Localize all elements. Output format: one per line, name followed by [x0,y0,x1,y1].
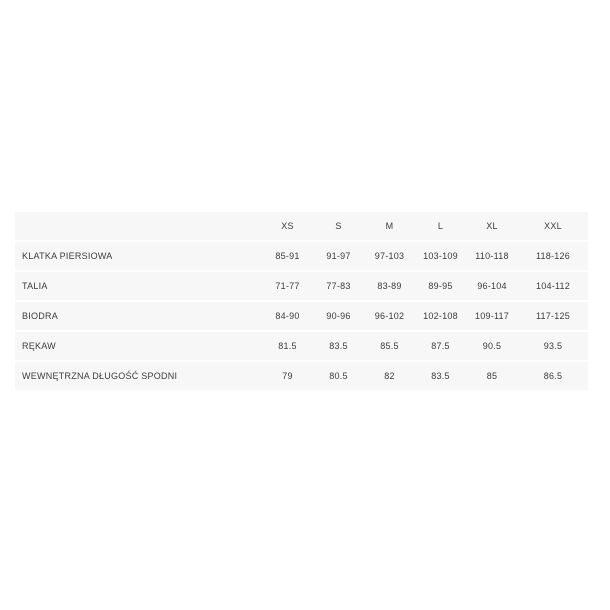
size-value-cell: 90-96 [313,302,364,330]
measurement-row-label: TALIA [15,272,262,300]
size-value-cell: 71-77 [262,272,313,300]
size-value-cell: 87.5 [415,332,466,360]
size-value-cell: 80.5 [313,362,364,390]
size-value-cell: 118-126 [518,242,588,270]
size-value-cell: 85-91 [262,242,313,270]
size-column-header-xs: XS [262,212,313,240]
size-column-header-xxl: XXL [518,212,588,240]
size-value-cell: 85 [466,362,518,390]
size-value-cell: 81.5 [262,332,313,360]
size-value-cell: 103-109 [415,242,466,270]
table-row-waist [15,272,588,300]
size-value-cell: 83.5 [313,332,364,360]
table-row-chest [15,242,588,270]
header-spacer-cell [15,212,262,240]
size-value-cell: 77-83 [313,272,364,300]
size-value-cell: 96-104 [466,272,518,300]
size-value-cell: 109-117 [466,302,518,330]
size-column-header-s: S [313,212,364,240]
measurement-row-label: KLATKA PIERSIOWA [15,242,262,270]
size-column-header-m: M [364,212,415,240]
size-value-cell: 83.5 [415,362,466,390]
size-value-cell: 110-118 [466,242,518,270]
size-column-header-xl: XL [466,212,518,240]
size-value-cell: 83-89 [364,272,415,300]
table-row-hips [15,302,588,330]
size-chart-header-row [15,212,588,240]
size-value-cell: 86.5 [518,362,588,390]
size-value-cell: 91-97 [313,242,364,270]
size-value-cell: 93.5 [518,332,588,360]
size-value-cell: 79 [262,362,313,390]
table-row-inseam [15,362,588,390]
size-value-cell: 117-125 [518,302,588,330]
size-value-cell: 82 [364,362,415,390]
table-row-sleeve [15,332,588,360]
size-value-cell: 97-103 [364,242,415,270]
size-value-cell: 96-102 [364,302,415,330]
size-value-cell: 102-108 [415,302,466,330]
size-value-cell: 84-90 [262,302,313,330]
measurement-row-label: WEWNĘTRZNA DŁUGOŚĆ SPODNI [15,362,262,390]
size-value-cell: 104-112 [518,272,588,300]
measurement-row-label: BIODRA [15,302,262,330]
size-value-cell: 85.5 [364,332,415,360]
measurement-row-label: RĘKAW [15,332,262,360]
size-chart-table [15,210,588,392]
size-value-cell: 89-95 [415,272,466,300]
size-value-cell: 90.5 [466,332,518,360]
size-column-header-l: L [415,212,466,240]
